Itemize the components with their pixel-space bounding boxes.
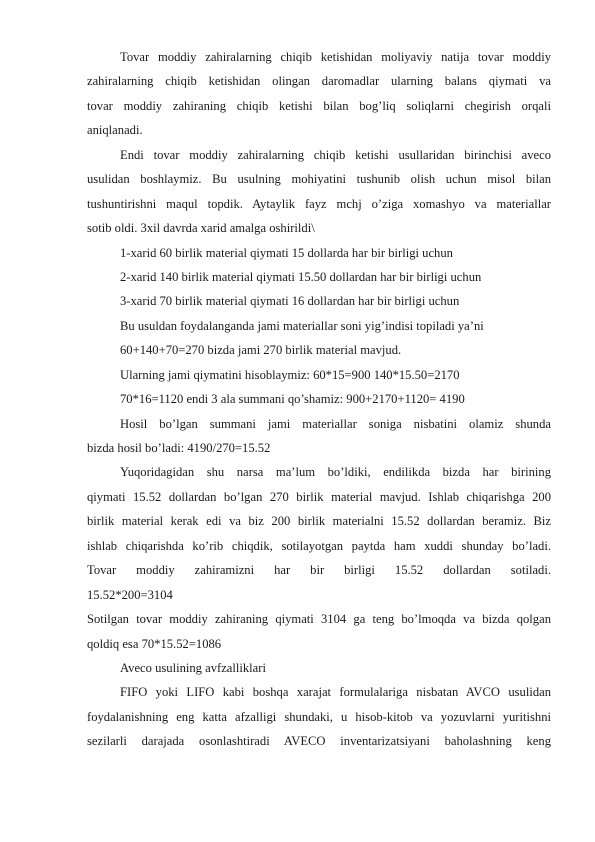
text-line: Hosil bo’lgan summani jami materiallar soniga nisbatini olamiz shunda (120, 416, 551, 431)
text-line: 60+140+70=270 bizda jami 270 birlik material mavjud. (120, 343, 402, 358)
text-line: tovar moddiy zahiraning chiqib ketishi bilan bog’liq soliqlarni chegirish orqali (87, 98, 551, 113)
text-line: Ularning jami qiymatini hisoblaymiz: 60*15=900 140*15.50=2170 (120, 367, 460, 382)
text-line: zahiralarning chiqib ketishidan olingan daromadlar ularning balans qiymati va (87, 74, 551, 89)
text-line: qoldiq esa 70*15.52=1086 (87, 636, 222, 651)
text-line: Bu usuldan foydalanganda jami materiallar soni yig’indisi topiladi ya’ni (120, 318, 484, 333)
text-line: 70*16=1120 endi 3 ala summani qo’shamiz: 900+2170+1120= 4190 (120, 392, 465, 407)
text-line: 1-xarid 60 birlik material qiymati 15 dollarda har bir birligi uchun (120, 245, 453, 260)
text-line: 3-xarid 70 birlik material qiymati 16 dollardan har bir birligi uchun (120, 294, 460, 309)
text-line: Tovar moddiy zahiralarning chiqib ketishidan moliyaviy natija tovar moddiy (120, 50, 551, 64)
document-body (87, 45, 551, 754)
text-line: FIFO yoki LIFO kabi boshqa xarajat formulalariga nisbatan AVCO usulidan (120, 685, 551, 700)
text-line: sezilarli darajada osonlashtiradi AVECO inventarizatsiyani baholashning keng (87, 734, 551, 749)
text-line: foydalanishning eng katta afzalligi shundaki, u hisob-kitob va yozuvlarni yuritishni (87, 709, 551, 724)
text-line: ishlab chiqarishda ko’rib chiqdik, sotilayotgan paytda ham xuddi shunday bo’ladi. (87, 538, 551, 553)
text-line: sotib oldi. 3xil davrda xarid amalga oshirildi\ (87, 221, 315, 236)
text-line: Aveco usulining avfzalliklari (120, 660, 266, 675)
text-line: birlik material kerak edi va biz 200 birlik materialni 15.52 dollardan beramiz. Biz (87, 514, 551, 529)
text-line: 2-xarid 140 birlik material qiymati 15.50 dollardan har bir birligi uchun (120, 269, 482, 284)
text-line: Yuqoridagidan shu narsa ma’lum bo’ldiki, endilikda bizda har birining (120, 465, 551, 480)
text-line: aniqlanadi. (87, 123, 143, 138)
text-line: Endi tovar moddiy zahiralarning chiqib ketishi usullaridan birinchisi aveco (120, 147, 551, 162)
text-line: Tovar moddiy zahiramizni har bir birligi 15.52 dollardan sotiladi. (87, 563, 551, 578)
text-line: bizda hosil bo’ladi: 4190/270=15.52 (87, 441, 271, 455)
text-line: Sotilgan tovar moddiy zahiraning qiymati 3104 ga teng bo’lmoqda va bizda qolgan (87, 612, 551, 627)
text-line: usulidan boshlaymiz. Bu usulning mohiyatini tushunib olish uchun misol bilan (87, 172, 551, 187)
text-line: 15.52*200=3104 (87, 587, 173, 602)
text-line: tushuntirishni maqul topdik. Aytaylik fayz mchj o’ziga xomashyo va materiallar (87, 196, 551, 211)
text-line: qiymati 15.52 dollardan bo’lgan 270 birlik material mavjud. Ishlab chiqarishga 200 (87, 489, 551, 504)
